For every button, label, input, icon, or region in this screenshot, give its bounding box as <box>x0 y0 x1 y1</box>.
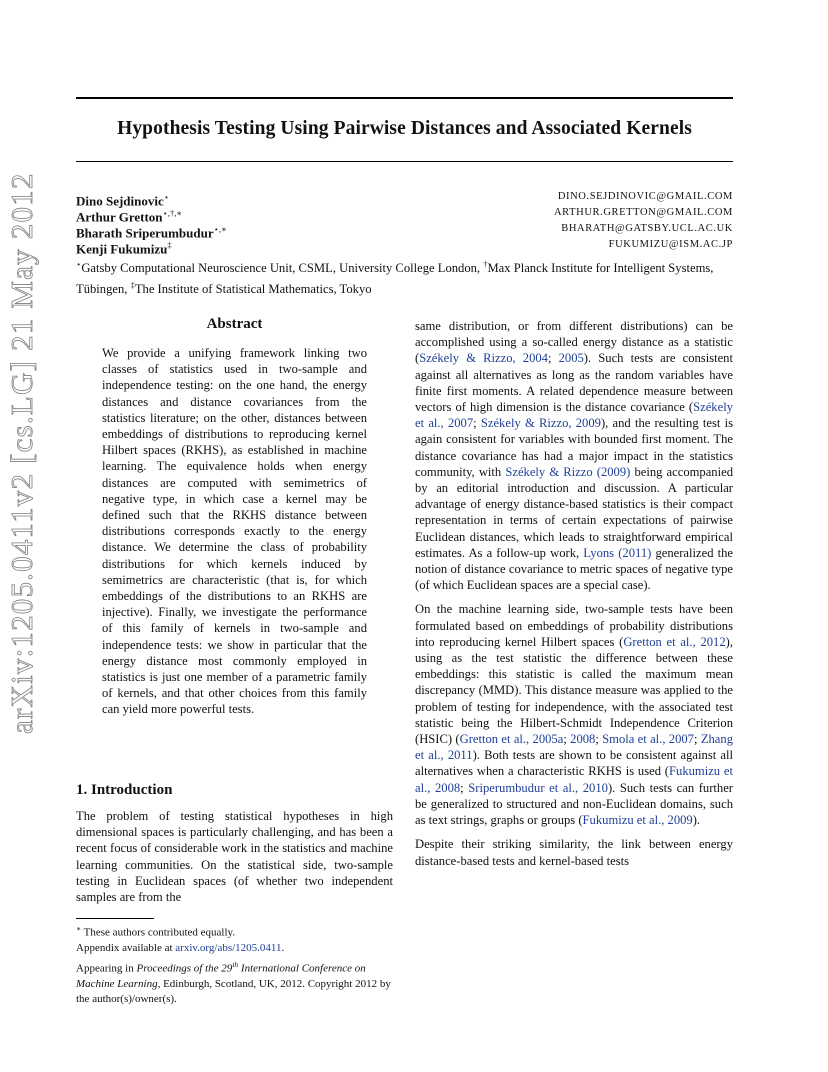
citation-link[interactable]: Gretton et al., 2012 <box>623 634 726 649</box>
author-email[interactable]: ARTHUR.GRETTON@GMAIL.COM <box>554 207 733 218</box>
abstract-text: We provide a unifying framework linking two classes of statistics used in two-sample and independence testing: on the one hand, the energy distances and distance covariances from the statistics literature; on the other, distances between embeddings of distributions to reproducing kernel Hilbert spaces (RKHS), as established in machine learning. The equivalence holds when energy distances are computed with semimetrics of negative type, in which case a kernel may be defined such that the RKHS distance between distributions corresponds exactly to the energy distance. We determine the class of probability distributions for which kernels induced by semimetrics are characteristic (that is, for which embeddings of the distributions to an RKHS are injective). Finally, we investigate the performance of this family of kernels in two-sample and independence tests: we show in particular that the energy distance most commonly employed in statistics is just one member of a parametric family of kernels, and that other choices from this family can yield more powerful tests. <box>102 346 367 717</box>
paragraph-text: On the machine learning side, two-sample tests have been formulated based on embeddings of probability distributions into reproducing kernel Hilbert spaces ( <box>415 602 733 649</box>
citation-link[interactable]: Székely et al., 2007 <box>415 400 733 431</box>
author-email[interactable]: DINO.SEJDINOVIC@GMAIL.COM <box>557 191 733 202</box>
author-name: Bharath Sriperumbudur⋆,∗ <box>76 224 227 241</box>
right-paragraph-3 <box>415 836 733 868</box>
citation-link[interactable]: Fukumizu et al., 2009 <box>582 813 693 828</box>
footnote-rule <box>76 918 154 919</box>
author-email[interactable]: FUKUMIZU@ISM.AC.JP <box>608 239 733 250</box>
paragraph-text: ). Such tests are consistent against all alternatives as long as the random variables have finite first moments. A related dependence measure between vectors of high dimension is the distance covariance ( <box>415 351 733 415</box>
title-bottom-rule <box>76 161 733 162</box>
citation-link[interactable]: Székely & Rizzo (2009) <box>505 464 631 479</box>
paragraph-text: ; <box>693 732 701 747</box>
citation-link[interactable]: Sriperumbudur et al., 2010 <box>468 780 608 795</box>
author-name: Kenji Fukumizu‡ <box>76 240 172 257</box>
abstract-heading: Abstract <box>206 316 263 332</box>
paragraph-text: ). Such tests can further be generalized to structured and non-Euclidean domains, such as text strings, graphs or groups ( <box>415 780 733 828</box>
citation-link[interactable]: Lyons (2011) <box>583 545 652 560</box>
footnote-appendix: Appendix available at arxiv.org/abs/1205.0411. <box>76 942 285 955</box>
paragraph-text: being accompanied by an editorial introduction and discussion. A particular advantage of energy distance-based statistics is their compact representation in terms of certain expectations of pairwise Euclidean distances, which leads to straightforward empirical estimates. As a follow-up work, <box>415 464 733 560</box>
appendix-link[interactable]: arxiv.org/abs/1205.0411 <box>175 942 282 955</box>
paragraph-text: generalized the notion of distance covariance to metric spaces of negative type (of which Euclidean spaces are a special case). <box>415 545 734 593</box>
footnote-equal-contribution: ∗ These authors contributed equally. <box>76 924 236 939</box>
arxiv-identifier-stamp: arXiv:1205.0411v2 [cs.LG] 21 May 2012 <box>4 172 39 734</box>
author-row <box>76 205 733 225</box>
author-email[interactable]: BHARATH@GATSBY.UCL.AC.UK <box>561 223 733 234</box>
paragraph-text: ), using as the test statistic the difference between these embeddings: this statistic is called the maximum mean discrepancy (MMD). This distance measure was applied to the problem of testing for independence, with the associated test statistic being the Hilbert-Schmidt Independence Criterion (HSIC) ( <box>415 634 733 747</box>
author-row <box>76 221 733 241</box>
paragraph-text: Despite their striking similarity, the link between energy distance-based tests and kernel-based tests <box>415 837 733 868</box>
author-list <box>76 189 733 257</box>
paragraph-text: ; <box>595 732 603 747</box>
author-row <box>76 189 733 209</box>
affiliations: ⋆Gatsby Computational Neuroscience Unit, CSML, University College London, †Max Planck Institute for Intelligent Systems, Tübingen, ‡The Institute of Statistical Mathematics, Tokyo <box>76 259 714 297</box>
author-name: Dino Sejdinovic⋆ <box>76 192 170 209</box>
footnote-proceedings: Appearing in Proceedings of the 29th International Conference on Machine Learning, Edinburgh, Scotland, UK, 2012. Copyright 2012 by the author(s)/owner(s). <box>76 959 391 1006</box>
citation-link[interactable]: Székely & Rizzo, 2009 <box>480 416 601 431</box>
paragraph-text: ). <box>692 813 701 828</box>
author-affiliation-marks: ⋆ <box>163 192 170 202</box>
citation-link[interactable]: Zhang et al., 2011 <box>415 732 733 763</box>
paragraph-text: same distribution, or from different distributions) can be accomplished using a so-called energy distance as a statistic ( <box>415 319 733 366</box>
author-affiliation-marks: ⋆,†,∗ <box>162 208 183 218</box>
paragraph-text: ; <box>460 780 469 795</box>
footnotes <box>76 921 396 1008</box>
citation-link[interactable]: 2008 <box>570 732 596 747</box>
paper-title: Hypothesis Testing Using Pairwise Distances and Associated Kernels <box>117 118 692 139</box>
section-heading-introduction: 1. Introduction <box>76 782 173 798</box>
right-column-text <box>415 318 733 877</box>
right-paragraph-1 <box>415 318 733 593</box>
citation-link[interactable]: Smola et al., 2007 <box>602 732 694 747</box>
author-affiliation-marks: ‡ <box>167 240 172 250</box>
introduction-text: The problem of testing statistical hypotheses in high dimensional spaces is particularly challenging, and has been a recent focus of considerable work in the statistics and machine learning communities. On the statistical side, two-sample testing in Euclidean spaces (of whether two independent samples are from the <box>76 809 393 905</box>
citation-link[interactable]: 2005 <box>558 351 584 366</box>
paragraph-text: ), and the resulting test is again consistent for variables with bounded first moment. The distance covariance has had a major impact in the statistics community, with <box>415 416 733 479</box>
citation-link[interactable]: Gretton et al., 2005a <box>459 732 564 747</box>
paragraph-text: ; <box>563 732 571 747</box>
citation-link[interactable]: Székely & Rizzo, 2004 <box>419 351 548 366</box>
paragraph-text: ; <box>547 351 559 366</box>
paragraph-text: ). Both tests are shown to be consistent against all alternatives when a characteristic RKHS is used ( <box>415 748 733 779</box>
author-affiliation-marks: ⋆,∗ <box>213 224 227 234</box>
right-paragraph-2 <box>415 601 733 828</box>
citation-link[interactable]: Fukumizu et al., 2008 <box>415 764 733 795</box>
paragraph-text: ; <box>473 416 481 431</box>
author-name: Arthur Gretton⋆,†,∗ <box>76 208 183 225</box>
title-top-rule <box>76 97 733 99</box>
